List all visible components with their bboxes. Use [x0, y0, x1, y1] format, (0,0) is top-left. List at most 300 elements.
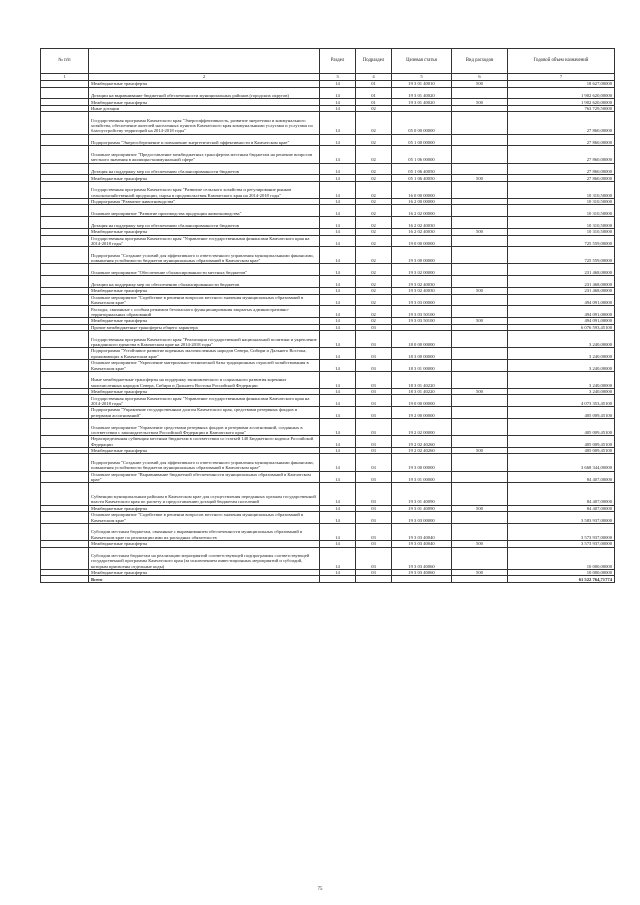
page-number: 75 — [317, 887, 323, 892]
row-sum: 3 583 937,00000 — [508, 512, 615, 524]
row-podrazdel: 03 — [356, 505, 392, 512]
row-razdel: 14 — [320, 276, 356, 288]
row-podrazdel: 03 — [356, 371, 392, 388]
row-sum: 3 240,00000 — [508, 388, 615, 395]
row-podrazdel: 03 — [356, 360, 392, 372]
row-sum: 18 627,00000 — [508, 81, 615, 88]
row-name: Основное мероприятие "Содействие в решении вопросов местного значения муниципальных образований в Камчатском крае" — [89, 294, 320, 306]
row-name: Государственная программа Камчатского края "Реализация государственной национальной политики и укрепление гражданского единства в Камчатском крае на 2014-2018 годы" — [89, 331, 320, 348]
row-target-article: 19 2 00 00000 — [392, 407, 452, 419]
row-razdel: 14 — [320, 146, 356, 163]
row-expense-type — [452, 436, 508, 448]
row-name: Всего — [89, 576, 320, 583]
row-expense-type — [452, 235, 508, 247]
row-number — [41, 217, 89, 229]
row-razdel: 14 — [320, 181, 356, 198]
row-expense-type: 500 — [452, 447, 508, 454]
row-target-article: 19 0 00 00000 — [392, 395, 452, 407]
row-number — [41, 483, 89, 505]
table-row — [41, 181, 615, 198]
row-number — [41, 264, 89, 276]
row-sum: 10 310,50000 — [508, 229, 615, 236]
row-razdel: 14 — [320, 360, 356, 372]
row-expense-type — [452, 483, 508, 505]
colnum-7: 7 — [508, 74, 615, 81]
row-podrazdel: 03 — [356, 324, 392, 331]
row-target-article: 19 3 02 40030 — [392, 288, 452, 295]
row-podrazdel: 02 — [356, 163, 392, 175]
row-sum: 6 076 593,45100 — [508, 324, 615, 331]
row-razdel: 14 — [320, 112, 356, 134]
row-podrazdel: 03 — [356, 419, 392, 436]
row-number — [41, 360, 89, 372]
header-no: № п/п — [41, 49, 89, 74]
row-number — [41, 294, 89, 306]
row-number — [41, 134, 89, 146]
row-podrazdel: 03 — [356, 395, 392, 407]
row-name: Межбюджетные трансферты — [89, 288, 320, 295]
row-razdel: 14 — [320, 471, 356, 483]
row-razdel: 14 — [320, 512, 356, 524]
row-sum: 84 407,00000 — [508, 505, 615, 512]
row-name: Нераспределенная субвенция местным бюджетам в соответствии со статьей 140 Бюджетного кодекса Российской Федерации — [89, 436, 320, 448]
row-name: Дотация на поддержку мер по обеспечению сбалансированности бюджетов — [89, 163, 320, 175]
table-row — [41, 419, 615, 436]
table-row — [41, 276, 615, 288]
row-sum: 10 310,50000 — [508, 198, 615, 205]
row-sum: 405 009,45100 — [508, 436, 615, 448]
row-razdel: 14 — [320, 454, 356, 471]
row-razdel: 14 — [320, 306, 356, 318]
row-name: Государственная программа Камчатского края "Управление государственными финансами Камчатского края на 2014-2018 годы" — [89, 395, 320, 407]
row-name: Субвенции муниципальным районам в Камчатском крае для осуществления переданных органам государственной власти Камчатского края по расчету и предоставлению дотаций бюджетам поселений — [89, 483, 320, 505]
row-expense-type — [452, 371, 508, 388]
row-target-article: 19 3 03 40060 — [392, 569, 452, 576]
row-target-article: 19 3 03 50100 — [392, 318, 452, 325]
row-sum: 231 468,00000 — [508, 276, 615, 288]
row-podrazdel: 03 — [356, 436, 392, 448]
row-number — [41, 181, 89, 198]
row-expense-type — [452, 360, 508, 372]
row-expense-type — [452, 205, 508, 217]
row-target-article: 19 3 03 00000 — [392, 512, 452, 524]
row-razdel: 14 — [320, 324, 356, 331]
row-sum: 10 000,00000 — [508, 547, 615, 569]
row-sum: 84 407,00000 — [508, 471, 615, 483]
colnum-4: 4 — [356, 74, 392, 81]
row-number — [41, 306, 89, 318]
row-expense-type — [452, 163, 508, 175]
row-razdel: 14 — [320, 348, 356, 360]
row-sum: 3 240,00000 — [508, 371, 615, 388]
table-row — [41, 306, 615, 318]
row-name: Основное мероприятие "Обеспечение сбалансированности местных бюджетов" — [89, 264, 320, 276]
row-sum: 27 860,00000 — [508, 163, 615, 175]
row-name: Основное мероприятие "Управление средствами резервных фондов и резервами ассигнований, созданных в соответствии с законодательством Российской Федерации и Камчатского края" — [89, 419, 320, 436]
row-razdel: 14 — [320, 205, 356, 217]
row-sum: 3 240,00000 — [508, 331, 615, 348]
row-sum: 27 860,00000 — [508, 175, 615, 182]
row-name: Подпрограмма "Создание условий для эффективного и ответственного управления муниципальными финансами, повышения устойчивости бюджетов муниципальных образований в Камчатском крае" — [89, 247, 320, 264]
row-name: Межбюджетные трансферты — [89, 99, 320, 106]
row-name: Подпрограмма "Создание условий для эффективного и ответственного управления муниципальными финансами, повышения устойчивости бюджетов муниципальных образований в Камчатском крае" — [89, 454, 320, 471]
row-name: Межбюджетные трансферты — [89, 229, 320, 236]
row-expense-type: 500 — [452, 288, 508, 295]
row-target-article: 18 3 01 40220 — [392, 388, 452, 395]
row-name: Основное мероприятие "Выравнивание бюджетной обеспеченности муниципальных образований в Камчатском крае" — [89, 471, 320, 483]
row-target-article: 05 1 06 00000 — [392, 146, 452, 163]
row-expense-type: 500 — [452, 569, 508, 576]
table-row — [41, 205, 615, 217]
row-podrazdel: 03 — [356, 483, 392, 505]
header-target-article: Целевая статья — [392, 49, 452, 74]
row-expense-type — [452, 264, 508, 276]
table-header-row — [41, 49, 615, 74]
row-sum: 231 468,00000 — [508, 288, 615, 295]
row-podrazdel: 03 — [356, 541, 392, 548]
row-podrazdel: 01 — [356, 81, 392, 88]
row-name: Государственная программа Камчатского края "Энергоэффективность, развитие энергетики и коммунального хозяйства, обеспечение жителей населенных пунктов Камчатского края коммунальными услугами и услугами по благоустройству территорий на 2014-2018 годы" — [89, 112, 320, 134]
row-name: Дотации на поддержку мер по обеспечению сбалансированности бюджетов — [89, 276, 320, 288]
row-number — [41, 436, 89, 448]
row-name: Межбюджетные трансферты — [89, 569, 320, 576]
row-name: Основное мероприятие "Содействие в решении вопросов местного значения муниципальных образований в Камчатском крае" — [89, 512, 320, 524]
row-sum: 27 860,00000 — [508, 112, 615, 134]
row-podrazdel: 03 — [356, 512, 392, 524]
row-sum: 10 310,50000 — [508, 205, 615, 217]
row-podrazdel: 02 — [356, 229, 392, 236]
row-expense-type — [452, 217, 508, 229]
row-sum: 725 559,00000 — [508, 247, 615, 264]
row-expense-type — [452, 523, 508, 540]
row-number — [41, 235, 89, 247]
row-expense-type — [452, 348, 508, 360]
row-razdel: 14 — [320, 541, 356, 548]
row-podrazdel: 02 — [356, 217, 392, 229]
header-annual-sum: Годовой объем назначений — [508, 49, 615, 74]
table-row — [41, 87, 615, 99]
header-razdel: Раздел — [320, 49, 356, 74]
row-number — [41, 205, 89, 217]
row-razdel: 14 — [320, 447, 356, 454]
row-razdel: 14 — [320, 569, 356, 576]
row-razdel: 14 — [320, 134, 356, 146]
row-name: Государственная программа Камчатского края "Управление государственными финансами Камчатского края на 2014-2018 годы" — [89, 235, 320, 247]
row-podrazdel: 02 — [356, 198, 392, 205]
row-number — [41, 419, 89, 436]
row-podrazdel: 02 — [356, 276, 392, 288]
row-sum: 3 573 937,00000 — [508, 541, 615, 548]
row-podrazdel: 02 — [356, 112, 392, 134]
row-sum: 405 009,45100 — [508, 447, 615, 454]
colnum-5: 5 — [392, 74, 452, 81]
table-row — [41, 407, 615, 419]
table-row — [41, 483, 615, 505]
row-number — [41, 247, 89, 264]
row-podrazdel: 02 — [356, 175, 392, 182]
row-sum: 3 573 937,00000 — [508, 523, 615, 540]
row-target-article: 19 3 01 40010 — [392, 81, 452, 88]
row-name: Межбюджетные трансферты — [89, 447, 320, 454]
row-target-article — [392, 576, 452, 583]
row-target-article: 19 3 02 40030 — [392, 276, 452, 288]
row-number — [41, 523, 89, 540]
row-podrazdel — [356, 576, 392, 583]
table-row — [41, 247, 615, 264]
row-razdel: 14 — [320, 505, 356, 512]
row-podrazdel: 02 — [356, 105, 392, 112]
row-name: Межбюджетные трансферты — [89, 175, 320, 182]
row-podrazdel: 02 — [356, 134, 392, 146]
row-target-article: 19 3 00 00000 — [392, 454, 452, 471]
row-podrazdel: 02 — [356, 181, 392, 198]
row-expense-type: 500 — [452, 388, 508, 395]
table-row — [41, 235, 615, 247]
row-target-article: 19 2 02 40260 — [392, 436, 452, 448]
row-name: Межбюджетные трансферты — [89, 388, 320, 395]
table-row — [41, 454, 615, 471]
row-sum: 4 073 353,45100 — [508, 395, 615, 407]
row-razdel — [320, 576, 356, 583]
row-sum: 1 902 620,00000 — [508, 99, 615, 106]
row-name: Подпрограмма "Устойчивое развитие коренных малочисленных народов Севера, Сибири и Дальнего Востока, проживающих в Камчатском крае" — [89, 348, 320, 360]
row-target-article: 16 2 02 00000 — [392, 205, 452, 217]
row-razdel: 14 — [320, 388, 356, 395]
row-expense-type: 500 — [452, 229, 508, 236]
row-expense-type: 500 — [452, 175, 508, 182]
column-number-row — [41, 74, 615, 81]
row-podrazdel: 02 — [356, 146, 392, 163]
row-number — [41, 471, 89, 483]
row-razdel: 14 — [320, 371, 356, 388]
row-name: Государственная программа Камчатского края "Развитие сельского хозяйства и регулирование рынков сельскохозяйственной продукции, сырья и продовольствия Камчатского края на 2014-2018 годы" — [89, 181, 320, 198]
row-target-article: 19 3 03 50100 — [392, 306, 452, 318]
row-sum: 27 860,00000 — [508, 146, 615, 163]
row-target-article: 19 3 01 40020 — [392, 87, 452, 99]
table-row — [41, 163, 615, 175]
row-expense-type — [452, 471, 508, 483]
table-row — [41, 395, 615, 407]
row-razdel: 14 — [320, 247, 356, 264]
row-sum: 405 009,45100 — [508, 419, 615, 436]
colnum-3: 3 — [320, 74, 356, 81]
row-sum: 3 240,00000 — [508, 348, 615, 360]
row-podrazdel: 02 — [356, 294, 392, 306]
table-row — [41, 112, 615, 134]
row-number — [41, 512, 89, 524]
row-razdel: 14 — [320, 229, 356, 236]
header-podrazdel: Подраздел — [356, 49, 392, 74]
row-razdel: 14 — [320, 198, 356, 205]
row-podrazdel: 02 — [356, 205, 392, 217]
row-target-article: 18 3 00 00000 — [392, 348, 452, 360]
row-sum: 10 310,50000 — [508, 181, 615, 198]
table-row — [41, 360, 615, 372]
row-razdel: 14 — [320, 163, 356, 175]
row-name: Основное мероприятие "Укрепление материально-технической базы традиционных отраслей хозяйствования в Камчатском крае" — [89, 360, 320, 372]
total-row — [41, 576, 615, 583]
row-name: Основное мероприятие "Развитие производства продукции животноводства" — [89, 205, 320, 217]
row-podrazdel: 03 — [356, 454, 392, 471]
row-name: Дотации на выравнивание бюджетной обеспеченности муниципальных районов (городских округов) — [89, 87, 320, 99]
row-number — [41, 454, 89, 471]
row-razdel: 14 — [320, 81, 356, 88]
row-target-article: 19 2 02 00000 — [392, 419, 452, 436]
row-target-article: 16 0 00 00000 — [392, 181, 452, 198]
table-row — [41, 264, 615, 276]
row-razdel: 14 — [320, 547, 356, 569]
row-razdel: 14 — [320, 419, 356, 436]
row-expense-type — [452, 276, 508, 288]
row-expense-type — [452, 407, 508, 419]
row-razdel: 14 — [320, 395, 356, 407]
row-expense-type — [452, 134, 508, 146]
row-sum: 1 902 620,00000 — [508, 87, 615, 99]
row-expense-type: 500 — [452, 99, 508, 106]
row-razdel: 14 — [320, 294, 356, 306]
row-razdel: 14 — [320, 318, 356, 325]
row-sum: 405 009,45100 — [508, 407, 615, 419]
row-name: Прочие межбюджетные трансферты общего характера — [89, 324, 320, 331]
header-expense-type: Вид расходов — [452, 49, 508, 74]
row-name: Подпрограмма "Энергосбережение и повышение энергетической эффективности в Камчатском крае" — [89, 134, 320, 146]
row-sum: 10 310,50000 — [508, 217, 615, 229]
row-number — [41, 276, 89, 288]
row-expense-type — [452, 331, 508, 348]
row-podrazdel: 03 — [356, 447, 392, 454]
row-target-article: 18 3 01 40220 — [392, 371, 452, 388]
row-target-article: 05 1 06 40050 — [392, 175, 452, 182]
row-expense-type — [452, 247, 508, 264]
row-number — [41, 112, 89, 134]
row-expense-type — [452, 306, 508, 318]
table-row — [41, 146, 615, 163]
row-podrazdel: 02 — [356, 306, 392, 318]
table-row — [41, 436, 615, 448]
row-sum: 27 860,00000 — [508, 134, 615, 146]
table-row — [41, 331, 615, 348]
row-podrazdel: 03 — [356, 547, 392, 569]
row-sum: 3 668 344,00000 — [508, 454, 615, 471]
row-expense-type — [452, 395, 508, 407]
row-number — [41, 331, 89, 348]
row-expense-type — [452, 181, 508, 198]
row-podrazdel: 03 — [356, 407, 392, 419]
row-target-article: 19 3 03 40040 — [392, 523, 452, 540]
row-razdel: 14 — [320, 264, 356, 276]
row-expense-type — [452, 512, 508, 524]
row-target-article: 05 0 00 00000 — [392, 112, 452, 134]
row-expense-type — [452, 454, 508, 471]
row-razdel: 14 — [320, 288, 356, 295]
row-target-article: 19 3 01 40090 — [392, 483, 452, 505]
row-number — [41, 348, 89, 360]
row-sum: 763 729,50000 — [508, 105, 615, 112]
row-name: Межбюджетные трансферты — [89, 505, 320, 512]
row-number — [41, 576, 89, 583]
row-target-article: 16 2 02 40030 — [392, 217, 452, 229]
row-podrazdel: 03 — [356, 388, 392, 395]
row-sum: 84 407,00000 — [508, 483, 615, 505]
table-row — [41, 512, 615, 524]
row-podrazdel: 02 — [356, 318, 392, 325]
row-target-article: 19 0 00 00000 — [392, 235, 452, 247]
row-razdel: 14 — [320, 105, 356, 112]
row-name: Подпрограмма "Управление государственным долгом Камчатского края, средствами резервных фондов и резервами ассигнований" — [89, 407, 320, 419]
table-row — [41, 348, 615, 360]
row-podrazdel: 02 — [356, 235, 392, 247]
row-target-article: 19 3 01 40090 — [392, 505, 452, 512]
row-target-article: 19 3 03 40060 — [392, 547, 452, 569]
table-row — [41, 523, 615, 540]
row-target-article: 18 0 00 00000 — [392, 331, 452, 348]
row-name: Подпрограмма "Развитие животноводства" — [89, 198, 320, 205]
row-expense-type — [452, 294, 508, 306]
row-razdel: 14 — [320, 175, 356, 182]
row-target-article: 19 3 03 40040 — [392, 541, 452, 548]
table-row — [41, 547, 615, 569]
row-sum: 231 468,00000 — [508, 264, 615, 276]
row-podrazdel: 03 — [356, 348, 392, 360]
header-name — [89, 49, 320, 74]
row-podrazdel: 01 — [356, 99, 392, 106]
row-name: Иные межбюджетные трансферты на поддержку экономического и социального развития коренных малочисленных народов Севера, Сибири и Дальнего Востока Российской Федерации — [89, 371, 320, 388]
row-podrazdel: 03 — [356, 331, 392, 348]
row-target-article: 05 1 06 40050 — [392, 163, 452, 175]
row-expense-type — [452, 419, 508, 436]
row-expense-type — [452, 146, 508, 163]
table-row — [41, 371, 615, 388]
row-expense-type: 500 — [452, 318, 508, 325]
row-expense-type — [452, 112, 508, 134]
colnum-1: 1 — [41, 74, 89, 81]
row-target-article: 19 3 00 00000 — [392, 247, 452, 264]
row-razdel: 14 — [320, 99, 356, 106]
row-expense-type: 500 — [452, 541, 508, 548]
row-podrazdel: 02 — [356, 247, 392, 264]
row-podrazdel: 03 — [356, 523, 392, 540]
row-expense-type — [452, 87, 508, 99]
colnum-2: 2 — [89, 74, 320, 81]
row-target-article: 19 3 02 00000 — [392, 264, 452, 276]
row-number — [41, 146, 89, 163]
row-target-article: 16 2 00 00000 — [392, 198, 452, 205]
row-number — [41, 163, 89, 175]
row-razdel: 14 — [320, 436, 356, 448]
row-number — [41, 407, 89, 419]
row-podrazdel: 01 — [356, 87, 392, 99]
row-razdel: 14 — [320, 331, 356, 348]
row-expense-type: 500 — [452, 505, 508, 512]
row-sum: 61 522 764,71774 — [508, 576, 615, 583]
row-razdel: 14 — [320, 407, 356, 419]
row-target-article: 19 3 01 40020 — [392, 99, 452, 106]
row-name: Межбюджетные трансферты — [89, 81, 320, 88]
row-name: Иные дотации — [89, 105, 320, 112]
row-razdel: 14 — [320, 483, 356, 505]
row-name: Субсидии местным бюджетам на реализацию мероприятий соответствующей подпрограммы соответствующей государственной программы Камчатского края (за исключением инвестиционных мероприятий и субсидий, которым присвоены отдельные коды) — [89, 547, 320, 569]
row-podrazdel: 02 — [356, 264, 392, 276]
row-sum: 10 000,00000 — [508, 569, 615, 576]
table-row — [41, 294, 615, 306]
table-row — [41, 471, 615, 483]
row-expense-type — [452, 547, 508, 569]
row-razdel: 14 — [320, 235, 356, 247]
row-name: Дотация на поддержку мер по обеспечению сбалансированности бюджетов — [89, 217, 320, 229]
row-name: Межбюджетные трансферты — [89, 541, 320, 548]
budget-table-sheet — [40, 48, 614, 583]
row-podrazdel: 02 — [356, 288, 392, 295]
